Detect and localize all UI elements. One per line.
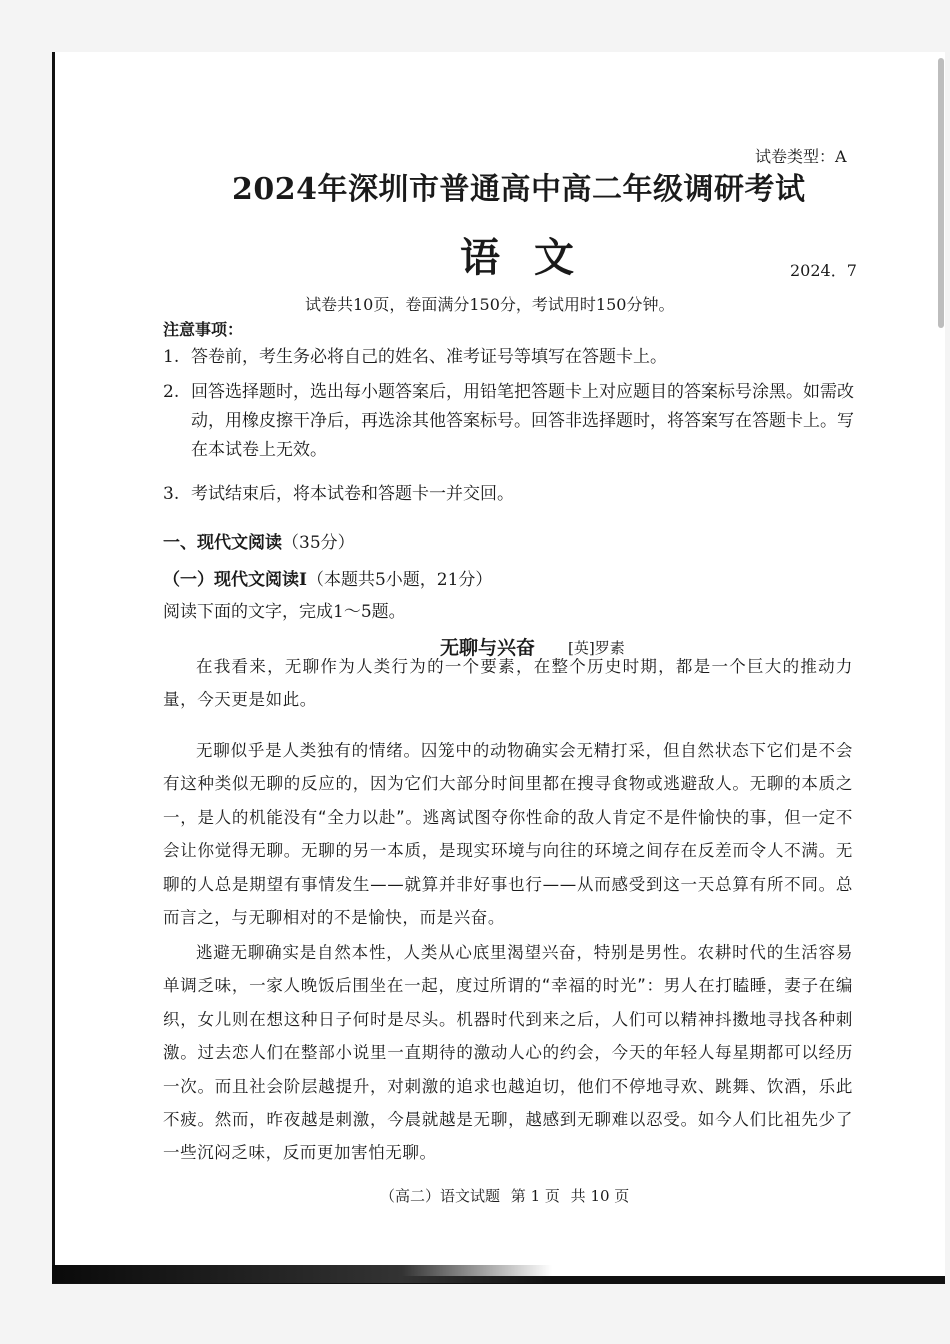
scan-shadow-edge xyxy=(52,1265,552,1283)
section-title: 一、现代文阅读 xyxy=(163,533,282,553)
notice-item xyxy=(163,480,863,509)
notice-item-text: 回答选择题时，选出每小题答案后，用铅笔把答题卡上对应题目的答案标号涂黑。如需改动，用橡皮擦干净后，再选涂其他答案标号。回答非选择题时，将答案写在答题卡上。写在本试卷上无效。 xyxy=(191,382,854,460)
notice-heading: 注意事项： xyxy=(163,320,244,339)
article-paragraph: 无聊似乎是人类独有的情绪。囚笼中的动物确实会无精打采，但自然状态下它们是不会有这种类似无聊的反应的，因为它们大部分时间里都在搜寻食物或逃避敌人。无聊的本质之一，是人的机能没有“全力以赴”。逃离试图夺你性命的敌人肯定不是件愉快的事，但一定不会让你觉得无聊。无聊的另一本质，是现实环境与向往的环境之间存在反差而令人不满。无聊的人总是期望有事情发生——就算并非好事也行——从而感受到这一天总算有所不同。总而言之，与无聊相对的不是愉快，而是兴奋。 xyxy=(163,741,853,928)
notice-item-text: 考试结束后，将本试卷和答题卡一并交回。 xyxy=(191,484,514,504)
notice-item xyxy=(163,343,863,372)
subject-title: 语文 xyxy=(460,234,608,281)
notice-item-number: 2. xyxy=(163,382,180,402)
article-paragraph: 在我看来，无聊作为人类行为的一个要素，在整个历史时期，都是一个巨大的推动力量，今天更是如此。 xyxy=(163,657,853,710)
footer-course: （高二）语文试题 xyxy=(380,1187,501,1205)
footer-page: 第 1 页 xyxy=(510,1187,560,1205)
notice-item-number: 3. xyxy=(163,484,180,504)
notice-item xyxy=(163,378,863,465)
page-footer xyxy=(380,1185,629,1206)
scrollbar[interactable] xyxy=(938,58,944,328)
article-paragraph: 逃避无聊确实是自然本性，人类从心底里渴望兴奋，特别是男性。农耕时代的生活容易单调乏味，一家人晚饭后围坐在一起，度过所谓的“幸福的时光”：男人在打瞌睡，妻子在编织，女儿则在想这种日子何时是尽头。机器时代到来之后，人们可以精神抖擞地寻找各种刺激。过去恋人们在整部小说里一直期待的激动人心的约会，今天的年轻人每星期都可以经历一次。而且社会阶层越提升，对刺激的追求也越迫切，他们不停地寻欢、跳舞、饮酒，乐此不疲。然而，昨夜越是刺激，今晨就越是无聊，越感到无聊难以忍受。如今人们比祖先少了一些沉闷乏味，反而更加害怕无聊。 xyxy=(163,943,853,1163)
footer-total: 共 10 页 xyxy=(570,1187,630,1205)
paper-type-label: 试卷类型：A xyxy=(755,147,847,166)
section-heading xyxy=(163,528,355,553)
reading-instruction: 阅读下面的文字，完成1～5题。 xyxy=(163,602,406,622)
exam-title: 2024年深圳市普通高中高二年级调研考试 xyxy=(232,172,806,207)
article-author: [英]罗素 xyxy=(568,639,625,657)
subsection-heading xyxy=(163,565,492,590)
exam-date: 2024．7 xyxy=(790,261,857,280)
subsection-title: （一）现代文阅读Ⅰ xyxy=(163,570,307,590)
section-score: （35分） xyxy=(282,533,355,553)
subsection-detail: （本题共5小题，21分） xyxy=(306,570,493,590)
article-title: 无聊与兴奋 xyxy=(440,637,536,659)
exam-info: 试卷共10页，卷面满分150分，考试用时150分钟。 xyxy=(305,295,675,314)
notice-item-text: 答卷前，考生务必将自己的姓名、准考证号等填写在答题卡上。 xyxy=(191,347,667,367)
notice-item-number: 1. xyxy=(163,347,180,367)
